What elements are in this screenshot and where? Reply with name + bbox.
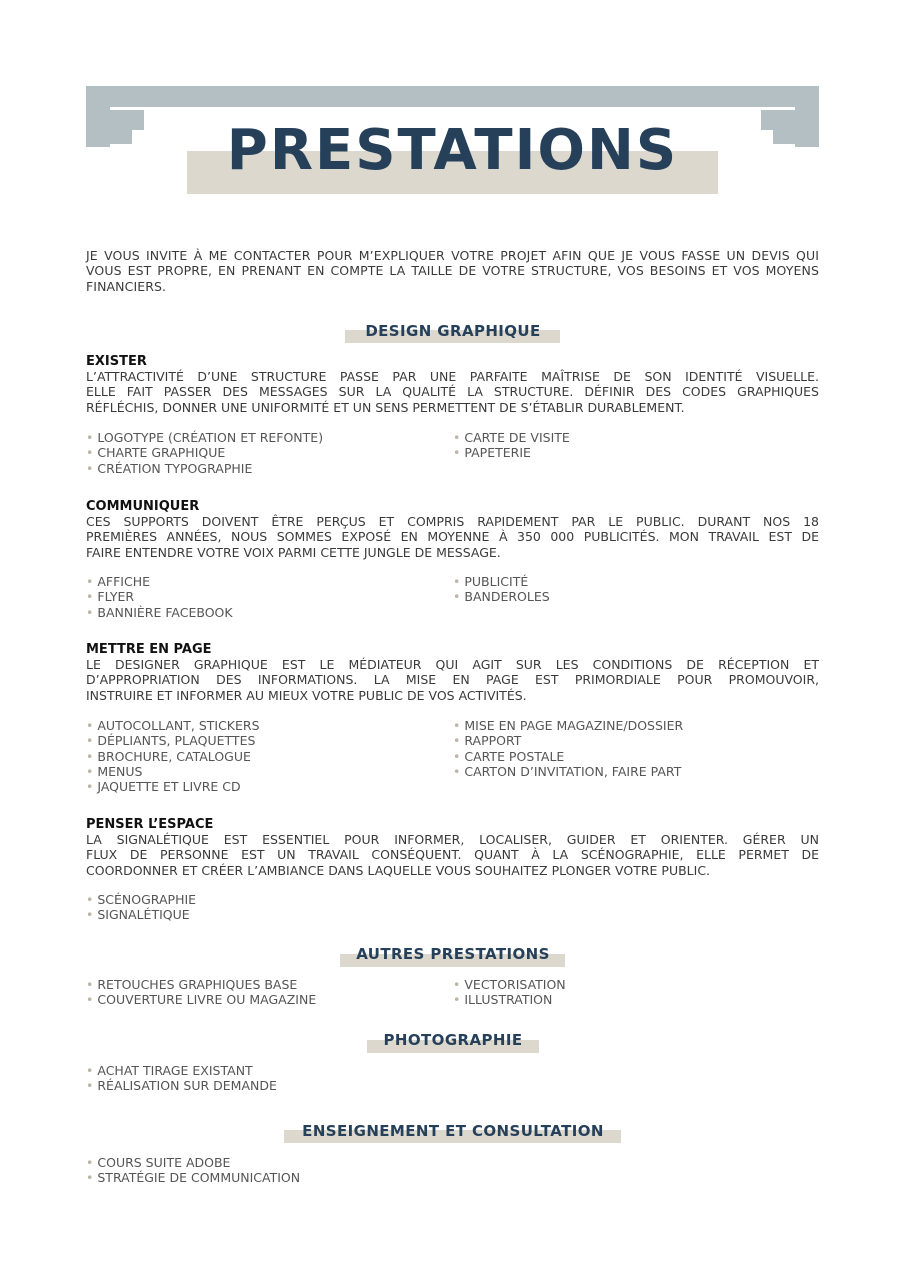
text-line: INSTRUIRE ET INFORMER AU MIEUX VOTRE PUBLIC DE VOS ACTIVITÉS. [86,687,527,703]
list-item [453,733,683,748]
bullet-icon: • [86,892,94,907]
subsection-title-mettre-en-page: METTRE EN PAGE [86,642,212,657]
list-item [453,749,683,764]
list-item-label: DÉPLIANTS, PLAQUETTES [97,733,256,749]
list-item [86,1063,277,1078]
list-item-label: CHARTE GRAPHIQUE [97,445,226,461]
text-line: FLUX DE PERSONNE EST UN TRAVAIL CONSÉQUENT. QUANT À LA SCÉNOGRAPHIE, ELLE PERMET DE [86,847,819,863]
list-communiquer-right [453,574,550,605]
list-item-label: MISE EN PAGE MAGAZINE/DOSSIER [464,718,684,733]
list-enseignement [86,1155,300,1186]
list-item [86,461,323,476]
bullet-icon: • [453,430,461,445]
bullet-icon: • [86,977,94,992]
bullet-icon: • [453,574,461,589]
list-item [86,733,260,748]
paragraph-exister [86,369,819,415]
list-item-label: CARTON D’INVITATION, FAIRE PART [464,763,682,779]
list-communiquer-left [86,574,233,620]
list-item [86,445,323,460]
list-item [86,779,260,794]
list-item [453,764,683,779]
list-item-label: LOGOTYPE (CRÉATION ET REFONTE) [97,430,324,445]
bullet-icon: • [86,589,94,605]
section-heading-design [0,320,906,350]
bullet-icon: • [86,779,94,795]
section-heading-photographie [0,1030,906,1060]
list-item [453,445,570,460]
list-exister-right [453,430,570,461]
list-item [86,749,260,764]
bullet-icon: • [453,718,461,733]
list-item-label: RAPPORT [464,733,522,749]
bullet-icon: • [453,733,461,749]
list-item [453,977,566,992]
list-item [86,605,233,620]
list-item-label: RÉALISATION SUR DEMANDE [97,1078,277,1094]
subsection-title-communiquer: COMMUNIQUER [86,499,200,514]
list-item-label: ACHAT TIRAGE EXISTANT [97,1063,253,1078]
bullet-icon: • [86,460,94,476]
text-line: LE DESIGNER GRAPHIQUE EST LE MÉDIATEUR QUI AGIT SUR LES CONDITIONS DE RÉCEPTION ET [86,657,819,672]
list-mettre-left [86,718,260,794]
bullet-icon: • [86,1170,94,1186]
section-heading-autres [0,944,906,974]
list-item [86,430,323,445]
list-item-label: SIGNALÉTIQUE [97,907,190,923]
list-item [453,589,550,604]
bullet-icon: • [86,1078,94,1094]
bullet-icon: • [86,733,94,749]
intro-paragraph: JE VOUS INVITE À ME CONTACTER POUR M’EXPLIQUER VOTRE PROJET AFIN QUE JE VOUS FASSE UN DEVIS QUI VOUS EST PROPRE, EN PRENANT EN COMPTE LA TAILLE DE VOTRE STRUCTURE, VOS BESOINS ET VOS MOYENS FINANCIERS. [86,248,819,294]
heading-text: AUTRES PRESTATIONS [356,945,550,963]
list-item-label: BANDEROLES [464,589,550,605]
list-item-label: AFFICHE [97,574,151,589]
list-item [86,892,196,907]
list-item [86,718,260,733]
frame-top-bar [86,86,819,107]
bullet-icon: • [453,977,461,992]
text-line: ELLE FAIT PASSER DES MESSAGES SUR LA QUALITÉ LA STRUCTURE. DÉFINIR DES CODES GRAPHIQUES [86,384,819,400]
paragraph-mettre-en-page [86,657,819,703]
list-item [86,1155,300,1170]
bullet-icon: • [453,992,461,1008]
bullet-icon: • [453,589,461,605]
list-item-label: VECTORISATION [464,977,566,992]
list-item-label: PUBLICITÉ [464,574,529,589]
list-item [453,718,683,733]
bullet-icon: • [86,574,94,589]
list-item-label: CARTE DE VISITE [464,430,570,445]
subsection-title-exister: EXISTER [86,354,147,369]
list-exister-left [86,430,323,476]
list-item-label: JAQUETTE ET LIVRE CD [97,779,241,795]
list-item [453,992,566,1007]
text-line: CES SUPPORTS DOIVENT ÊTRE PERÇUS ET COMPRIS RAPIDEMENT PAR LE PUBLIC. DURANT NOS 18 [86,514,819,529]
frame-right-corner-vertical [773,110,795,144]
list-item-label: PAPETERIE [464,445,531,461]
list-item-label: CRÉATION TYPOGRAPHIE [97,460,253,476]
frame-left-post [86,107,110,147]
list-photographie [86,1063,277,1094]
bullet-icon: • [86,1063,94,1078]
list-item-label: CARTE POSTALE [464,748,565,764]
text-line: PREMIÈRES ANNÉES, NOUS SOMMES EXPOSÉ EN MOYENNE À 350 000 PUBLICITÉS. MON TRAVAIL EST DE [86,529,819,545]
bullet-icon: • [453,445,461,461]
list-item [86,764,260,779]
bullet-icon: • [86,992,94,1008]
heading-text: PHOTOGRAPHIE [383,1031,523,1049]
frame-right-post [795,107,819,147]
bullet-icon: • [86,763,94,779]
bullet-icon: • [453,763,461,779]
list-item-label: FLYER [97,589,135,605]
list-item-label: AUTOCOLLANT, STICKERS [97,718,260,733]
bullet-icon: • [86,907,94,923]
bullet-icon: • [86,445,94,461]
text-line: L’ATTRACTIVITÉ D’UNE STRUCTURE PASSE PAR UNE PARFAITE MAÎTRISE DE SON IDENTITÉ VISUELLE. [86,369,819,384]
list-item [86,574,233,589]
list-item [86,907,196,922]
text-line: D’APPROPRIATION DES INFORMATIONS. LA MISE EN PAGE EST PRIMORDIALE POUR PROMOUVOIR, [86,672,819,688]
list-autres-right [453,977,566,1008]
heading-text: DESIGN GRAPHIQUE [365,322,541,340]
bullet-icon: • [453,748,461,764]
list-item-label: SCÉNOGRAPHIE [97,892,197,907]
list-item-label: ILLUSTRATION [464,992,553,1008]
list-item [86,977,316,992]
bullet-icon: • [86,1155,94,1170]
list-item-label: MENUS [97,763,143,779]
list-item-label: BANNIÈRE FACEBOOK [97,604,233,620]
list-item-label: COURS SUITE ADOBE [97,1155,231,1170]
list-item-label: RETOUCHES GRAPHIQUES BASE [97,977,298,992]
page-title: PRESTATIONS [226,118,679,183]
subsection-title-penser-espace: PENSER L’ESPACE [86,817,214,832]
list-item [453,574,550,589]
list-item-label: COUVERTURE LIVRE OU MAGAZINE [97,992,317,1008]
list-item-label: BROCHURE, CATALOGUE [97,748,251,764]
text-line: RÉFLÉCHIS, DONNER UNE UNIFORMITÉ ET UN SENS PERMETTENT DE S’ÉTABLIR DURABLEMENT. [86,399,685,415]
bullet-icon: • [86,748,94,764]
bullet-icon: • [86,430,94,445]
list-penser-left [86,892,196,923]
frame-left-corner-vertical [110,110,132,144]
heading-text: ENSEIGNEMENT ET CONSULTATION [302,1122,604,1140]
list-autres-left [86,977,316,1008]
list-item-label: STRATÉGIE DE COMMUNICATION [97,1170,301,1186]
list-item [86,589,233,604]
bullet-icon: • [86,718,94,733]
list-item [453,430,570,445]
paragraph-communiquer [86,514,819,560]
list-item [86,1078,277,1093]
text-line: LA SIGNALÉTIQUE EST ESSENTIEL POUR INFORMER, LOCALISER, GUIDER ET ORIENTER. GÉRER UN [86,832,819,847]
text-line: COORDONNER ET CRÉER L’AMBIANCE DANS LAQUELLE VOUS SOUHAITEZ PLONGER VOTRE PUBLIC. [86,862,711,878]
list-item [86,992,316,1007]
list-item [86,1170,300,1185]
text-line: FAIRE ENTENDRE VOTRE VOIX PARMI CETTE JUNGLE DE MESSAGE. [86,544,501,560]
paragraph-penser-espace [86,832,819,878]
bullet-icon: • [86,604,94,620]
section-heading-enseignement [0,1122,906,1152]
list-mettre-right [453,718,683,779]
